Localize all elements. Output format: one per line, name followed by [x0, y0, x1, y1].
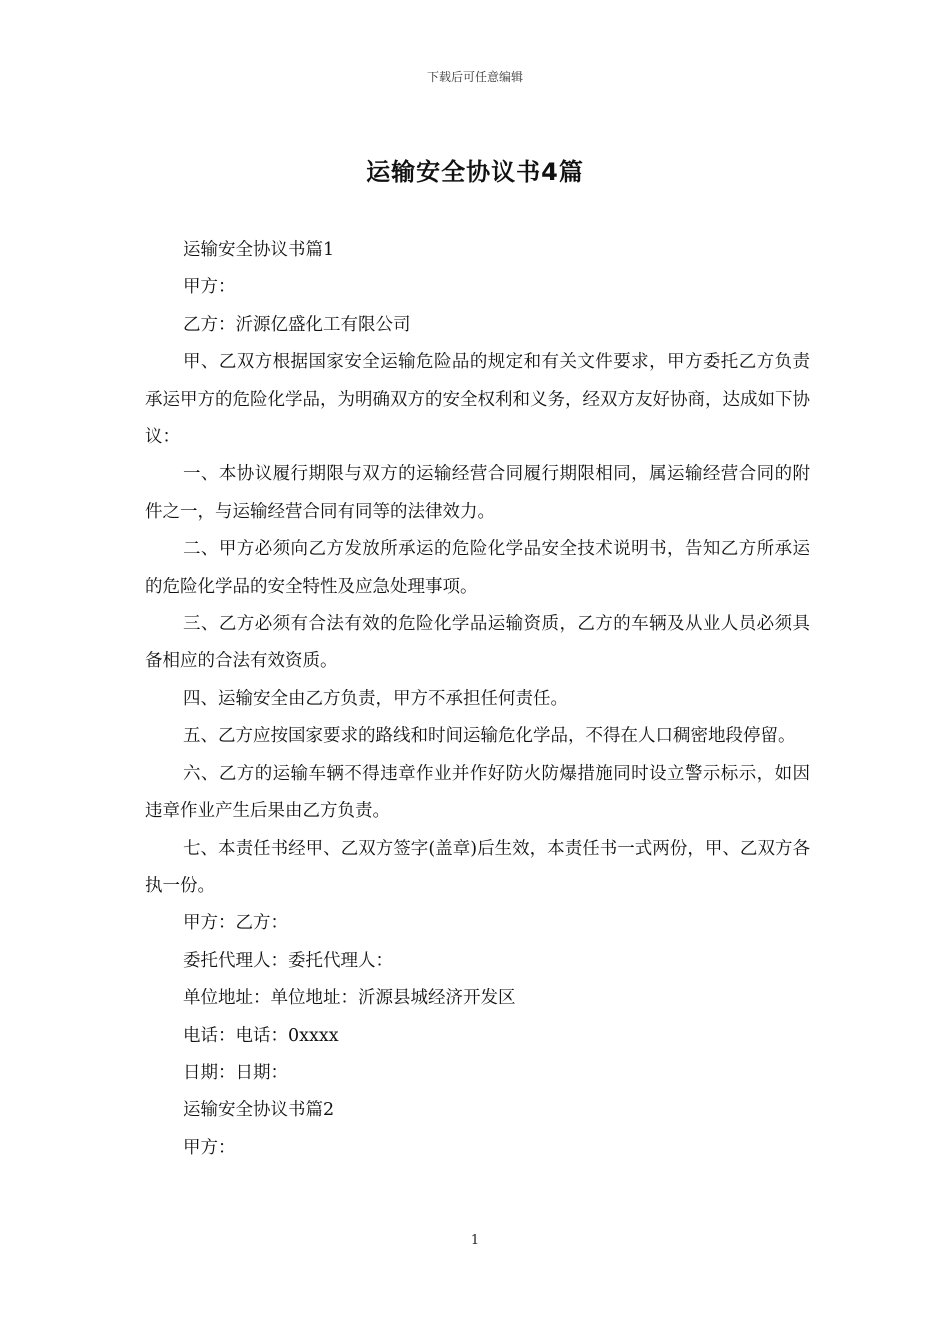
clause-3: 三、乙方必须有合法有效的危险化学品运输资质，乙方的车辆及从业人员必须具备相应的合法有效资质。: [145, 614, 810, 672]
signature-agents: 委托代理人：委托代理人：: [183, 950, 393, 971]
document-title: 运输安全协议书4篇: [366, 158, 584, 186]
clause-1: 一、本协议履行期限与双方的运输经营合同履行期限相同，属运输经营合同的附件之一，与运输经营合同有同等的法律效力。: [145, 464, 810, 522]
section-heading-1: 运输安全协议书篇1: [183, 240, 335, 260]
section-heading-2: 运输安全协议书篇2: [183, 1100, 335, 1121]
clause-5: 五、乙方应按国家要求的路线和时间运输危化学品，不得在人口稠密地段停留。: [183, 726, 796, 747]
header-note: 下载后可任意编辑: [426, 70, 523, 84]
signature-address: 单位地址：单位地址：沂源县城经济开发区: [183, 988, 516, 1009]
document-body: [145, 232, 810, 1167]
signature-parties: 甲方：乙方：: [183, 913, 288, 934]
signature-phone: 电话：电话：0xxxx: [183, 1025, 339, 1046]
clause-2: 二、甲方必须向乙方发放所承运的危险化学品安全技术说明书，告知乙方所承运的危险化学品的安全特性及应急处理事项。: [145, 539, 810, 597]
signature-date: 日期：日期：: [183, 1062, 288, 1083]
clause-4: 四、运输安全由乙方负责，甲方不承担任何责任。: [183, 688, 568, 709]
party-a-line: 甲方：: [183, 277, 236, 298]
page-number: 1: [470, 1233, 480, 1248]
clause-7: 七、本责任书经甲、乙双方签字(盖章)后生效，本责任书一式两份，甲、乙双方各执一份。: [145, 838, 810, 896]
intro-paragraph: 甲、乙双方根据国家安全运输危险品的规定和有关文件要求，甲方委托乙方负责承运甲方的危险化学品，为明确双方的安全权利和义务，经双方友好协商，达成如下协议：: [145, 352, 810, 448]
party-a-line-2: 甲方：: [183, 1137, 236, 1158]
clause-6: 六、乙方的运输车辆不得违章作业并作好防火防爆措施同时设立警示标示，如因违章作业产生后果由乙方负责。: [145, 763, 810, 822]
party-b-line: 乙方：沂源亿盛化工有限公司: [183, 314, 411, 335]
